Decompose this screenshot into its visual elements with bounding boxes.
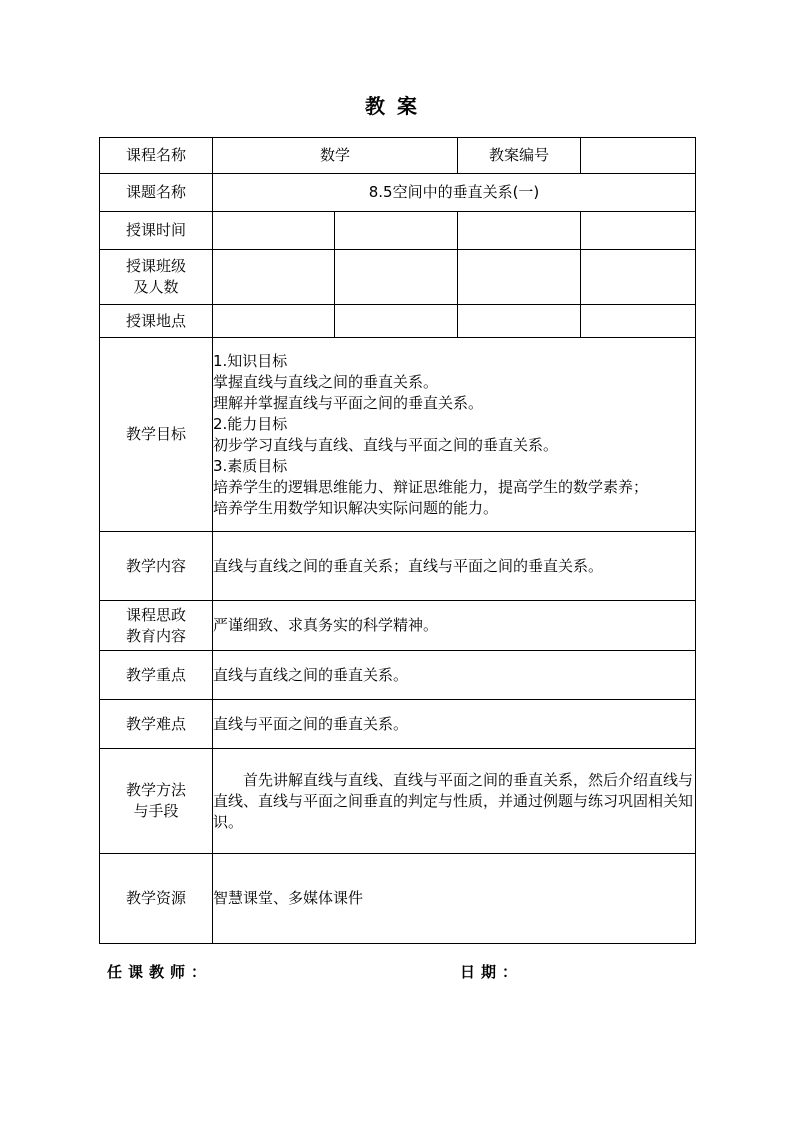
course-name-value: 数学 [213, 138, 458, 174]
row-methods [100, 749, 696, 854]
objective-line: 3.素质目标 [213, 456, 288, 475]
row-class [100, 250, 696, 305]
ideology-label-line2: 教育内容 [125, 626, 186, 645]
teaching-time-label: 授课时间 [100, 212, 213, 250]
class-and-count-label-line1: 授课班级 [125, 257, 186, 275]
teaching-time-cell [581, 212, 696, 250]
objective-line: 培养学生用数学知识解决实际问题的能力。 [213, 498, 499, 517]
methods-label [100, 749, 213, 854]
difficulties-label: 教学难点 [100, 700, 213, 749]
plan-number-label: 教案编号 [458, 138, 581, 174]
class-and-count-label-line2: 及人数 [133, 278, 179, 296]
ideology-label-line1: 课程思政 [125, 605, 186, 624]
methods-value: 首先讲解直线与直线、直线与平面之间的垂直关系，然后介绍直线与直线、直线与平面之间垂直的判定与性质，并通过例题与练习巩固相关知识。 [213, 749, 696, 854]
content-label: 教学内容 [100, 532, 213, 601]
row-topic [100, 174, 696, 212]
class-cell [581, 250, 696, 305]
row-ideology [100, 601, 696, 651]
location-label: 授课地点 [100, 305, 213, 338]
ideology-label [100, 601, 213, 651]
location-cell [213, 305, 335, 338]
key-points-value: 直线与直线之间的垂直关系。 [213, 651, 696, 700]
objective-line: 培养学生的逻辑思维能力、辩证思维能力，提高学生的数学素养； [213, 477, 649, 496]
objective-line: 掌握直线与直线之间的垂直关系。 [213, 372, 439, 391]
difficulties-value: 直线与平面之间的垂直关系。 [213, 700, 696, 749]
resources-value: 智慧课堂、多媒体课件 [213, 854, 696, 944]
objectives-value [213, 338, 696, 532]
location-cell [458, 305, 581, 338]
row-course [100, 138, 696, 174]
course-name-label: 课程名称 [100, 138, 213, 174]
class-and-count-label [100, 250, 213, 305]
topic-name-label: 课题名称 [100, 174, 213, 212]
objective-line: 2.能力目标 [213, 414, 288, 433]
document-title: 教案 [365, 94, 429, 118]
ideology-value: 严谨细致、求真务实的科学精神。 [213, 601, 696, 651]
row-location [100, 305, 696, 338]
objectives-list [213, 343, 695, 527]
objectives-label: 教学目标 [100, 338, 213, 532]
teaching-time-cell [213, 212, 335, 250]
resources-label: 教学资源 [100, 854, 213, 944]
teaching-time-cell [335, 212, 458, 250]
teacher-label: 任课教师： [107, 963, 213, 981]
objective-line: 1.知识目标 [213, 351, 288, 370]
row-teaching-time [100, 212, 696, 250]
date-label: 日期： [460, 963, 524, 981]
methods-label-line1: 教学方法 [125, 781, 186, 799]
methods-label-line2: 与手段 [133, 802, 179, 820]
topic-name-value: 8.5空间中的垂直关系(一) [213, 174, 696, 212]
class-cell [213, 250, 335, 305]
location-cell [335, 305, 458, 338]
objective-line: 初步学习直线与直线、直线与平面之间的垂直关系。 [213, 435, 559, 454]
content-value: 直线与直线之间的垂直关系；直线与平面之间的垂直关系。 [213, 532, 696, 601]
location-cell [581, 305, 696, 338]
key-points-label: 教学重点 [100, 651, 213, 700]
objective-line: 理解并掌握直线与平面之间的垂直关系。 [213, 393, 484, 412]
row-key-points [100, 651, 696, 700]
row-difficulties [100, 700, 696, 749]
row-objectives [100, 338, 696, 532]
class-cell [458, 250, 581, 305]
teaching-time-cell [458, 212, 581, 250]
class-cell [335, 250, 458, 305]
row-content [100, 532, 696, 601]
lesson-plan-table [99, 137, 696, 944]
plan-number-value [581, 138, 696, 174]
row-resources [100, 854, 696, 944]
